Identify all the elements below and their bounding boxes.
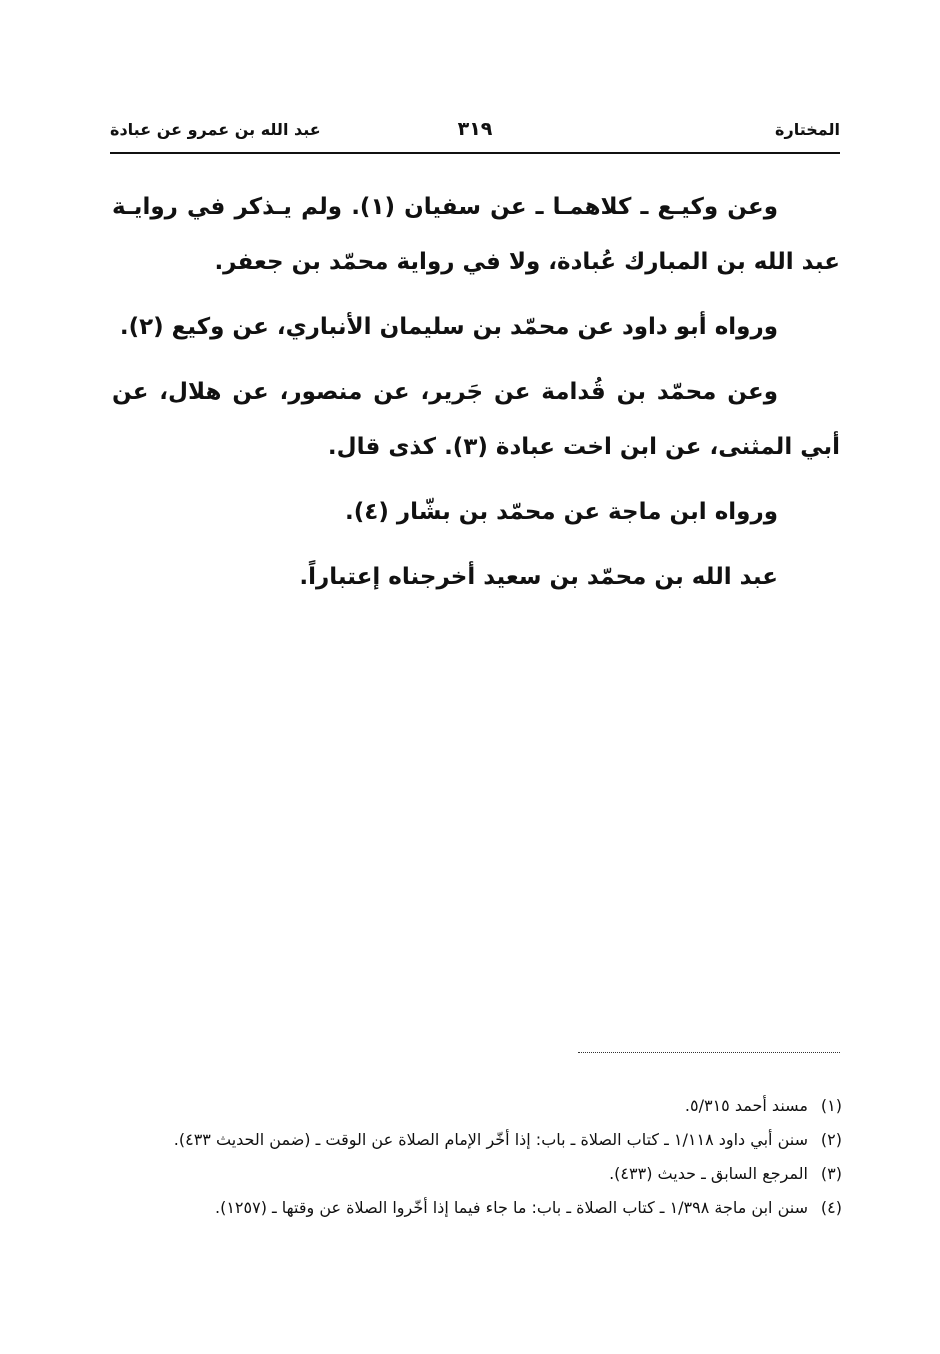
footnote-number: (١) — [820, 1096, 842, 1115]
footnote-number: (٤) — [820, 1198, 842, 1217]
footnote-text: سنن أبي داود ١/١١٨ ـ كتاب الصلاة ـ باب: إذا أخّر الإمام الصلاة عن الوقت ـ (ضمن الحديث ٤٣٣). — [173, 1130, 808, 1149]
footnote-separator — [578, 1052, 840, 1053]
footnote-text: سنن ابن ماجة ١/٣٩٨ ـ كتاب الصلاة ـ باب: ما جاء فيما إذا أخّروا الصلاة عن وقتها ـ (١٢٥٧). — [214, 1198, 808, 1217]
paragraph-4: ورواه ابن ماجة عن محمّد بن بشّار (٤). — [345, 499, 778, 525]
footnote-number: (٢) — [820, 1130, 842, 1149]
footnote-text: المرجع السابق ـ حديث (٤٣٣). — [609, 1164, 808, 1183]
book-title: المختارة — [775, 120, 840, 139]
footnote-4 — [118, 1194, 842, 1222]
paragraph-1: وعن وكيـع ـ كلاهمـا ـ عن سفيان (١). ولم يـذكر في روايـة عبد الله بن المبارك عُبادة، ولا في رواية محمّد بن جعفر. — [112, 194, 840, 275]
footnote-number: (٣) — [820, 1164, 842, 1183]
paragraph-2: ورواه أبو داود عن محمّد بن سليمان الأنباري، عن وكيع (٢). — [119, 314, 778, 340]
footnote-text: مسند أحمد ٥/٣١٥. — [684, 1096, 808, 1115]
footnote-1 — [118, 1092, 842, 1120]
paragraph-3: وعن محمّد بن قُدامة عن جَرير، عن منصور، عن هلال، عن أبي المثنى، عن ابن اخت عبادة (٣). كذى قال. — [112, 379, 840, 460]
page-number: ٣١٩ — [457, 118, 493, 140]
section-title: عبد الله بن عمرو عن عبادة — [110, 120, 321, 139]
running-header — [110, 118, 840, 154]
main-text — [112, 180, 840, 615]
header-rule — [110, 152, 840, 154]
paragraph-5: عبد الله بن محمّد بن سعيد أخرجناه إعتباراً. — [299, 564, 778, 590]
footnote-2 — [118, 1126, 842, 1154]
footnotes — [118, 1092, 842, 1228]
footnote-3 — [118, 1160, 842, 1188]
